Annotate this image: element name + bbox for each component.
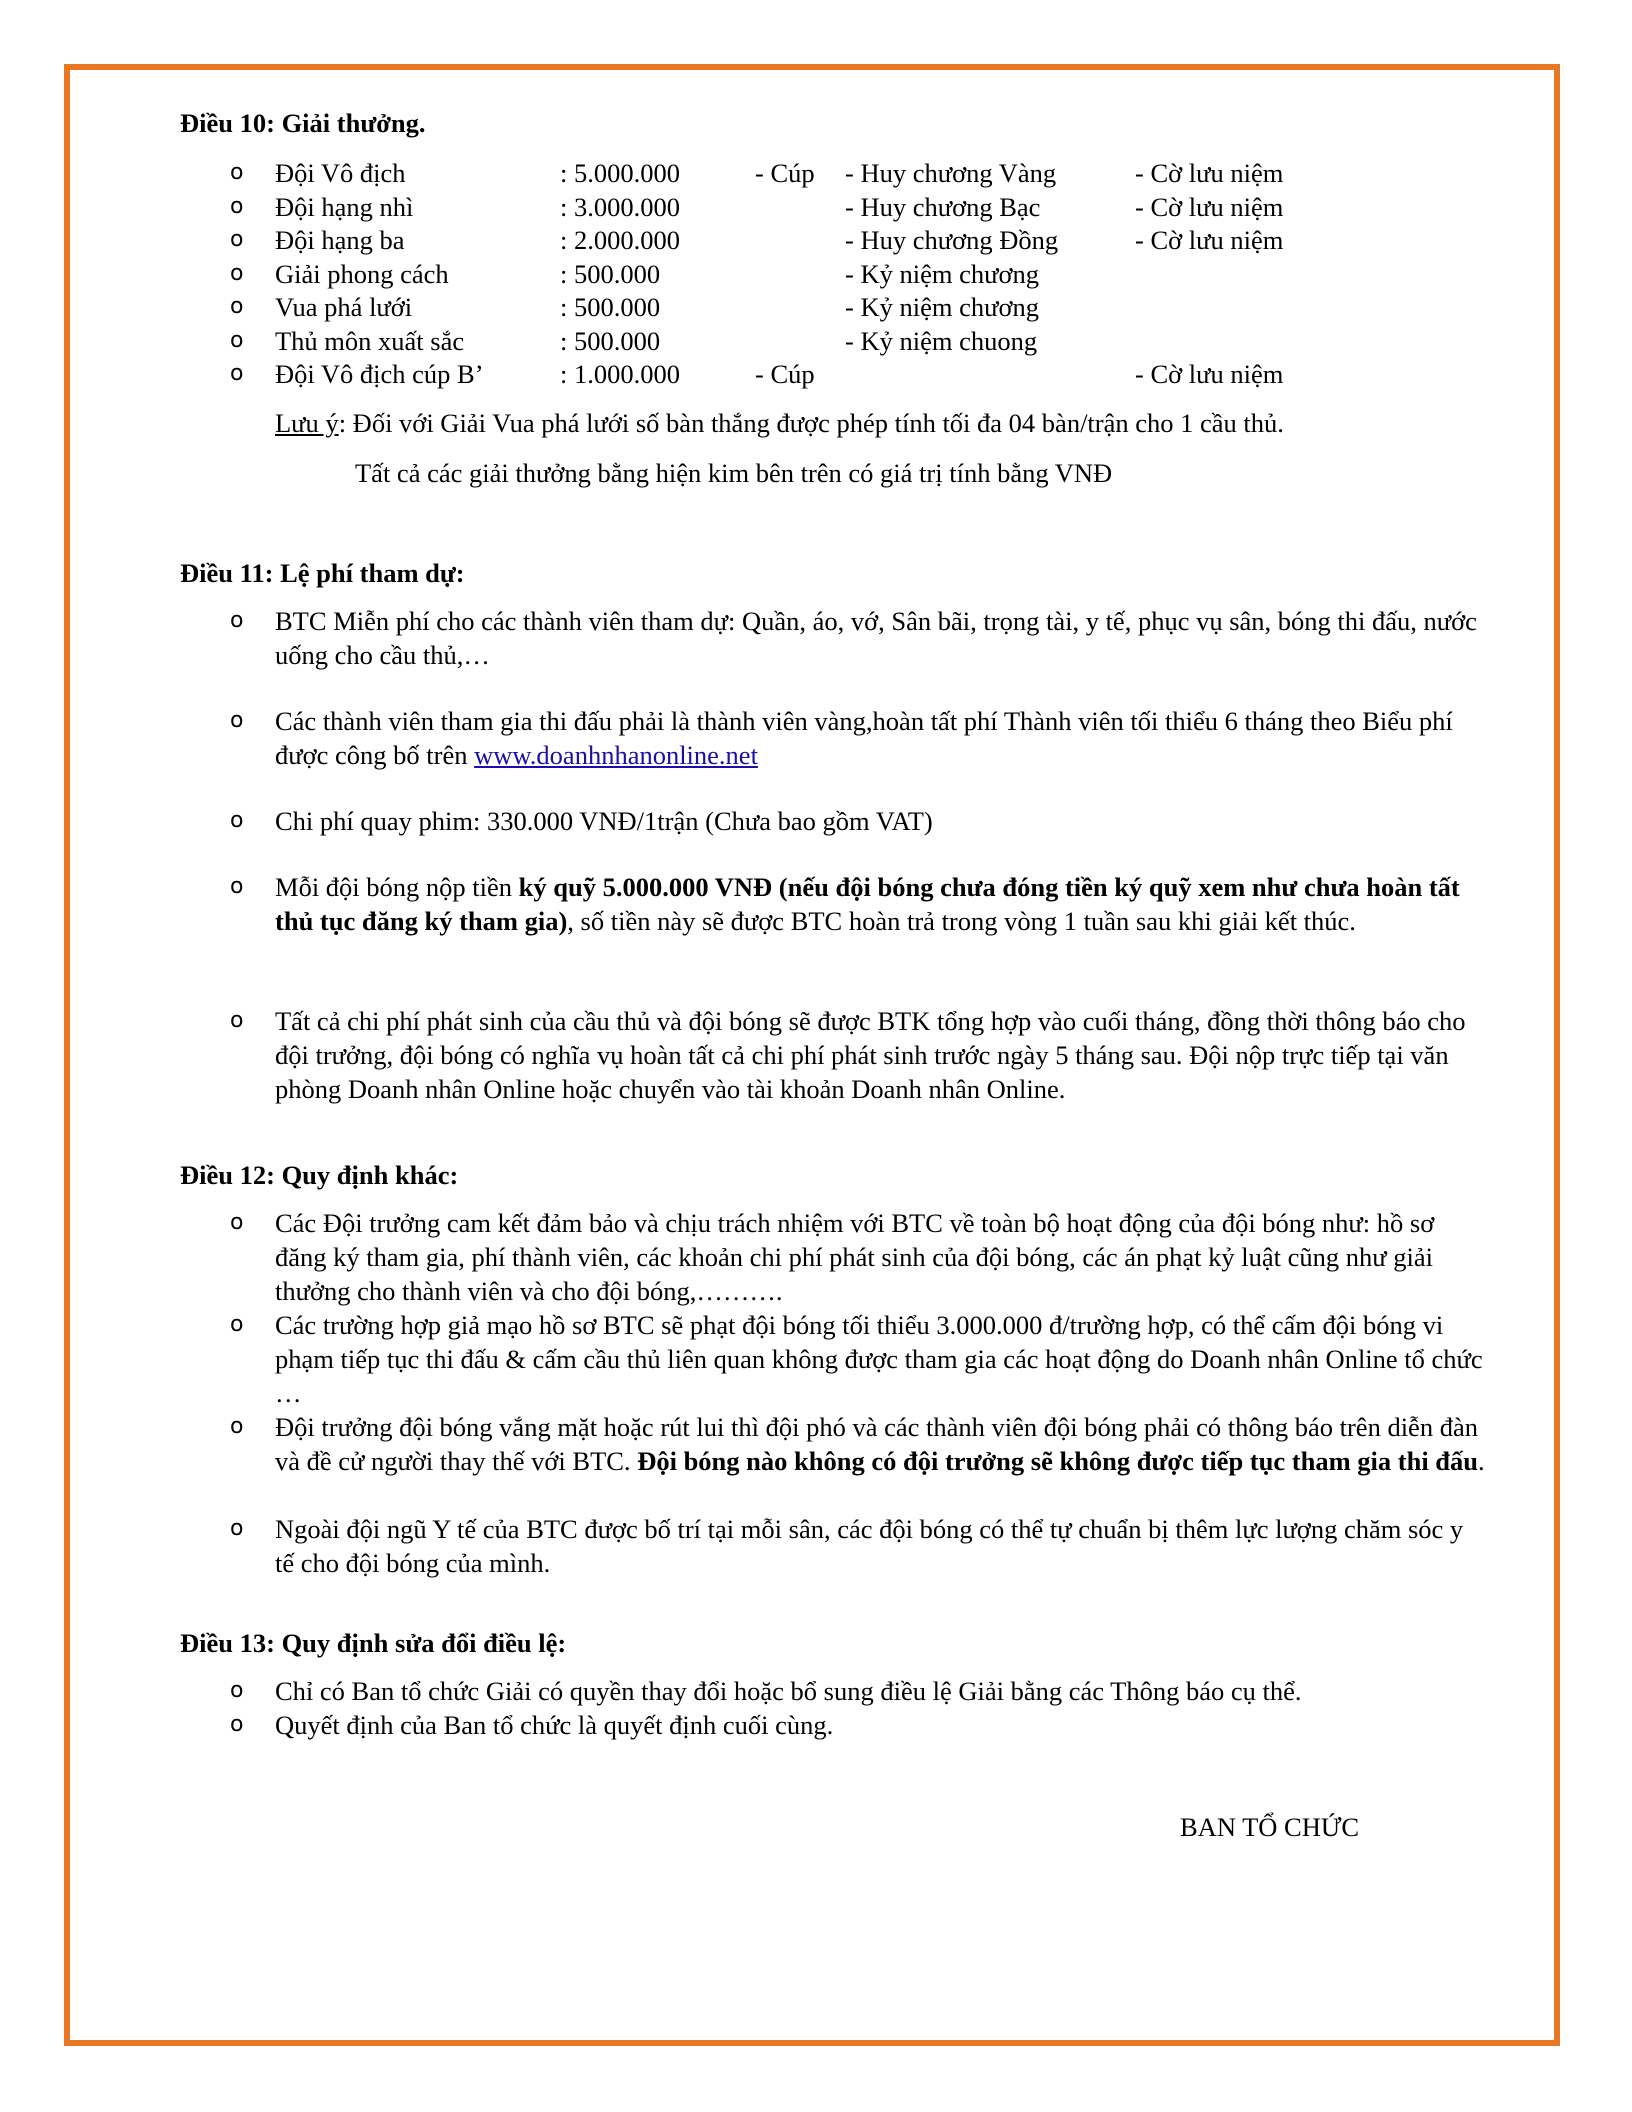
bullet-icon: o bbox=[230, 1008, 244, 1033]
article-11-item-1: BTC Miễn phí cho các thành viên tham dự: Quần, áo, vớ, Sân bãi, trọng tài, y tế, phục vụ sân, bóng thi đấu, nước uống cho cầu thủ,… bbox=[275, 606, 1477, 670]
prize-medal: - Huy chương Bạc bbox=[845, 191, 1041, 222]
article-13-item-1: Chỉ có Ban tổ chức Giải có quyền thay đổi hoặc bổ sung điều lệ Giải bằng các Thông báo cụ thể. bbox=[275, 1676, 1302, 1706]
prize-name: Đội Vô địch cúp B’ bbox=[275, 359, 484, 389]
prize-amount: : 1.000.000 bbox=[560, 359, 680, 389]
prize-note bbox=[275, 406, 1284, 440]
bullet-icon: o bbox=[230, 1678, 244, 1703]
prize-amount: : 500.000 bbox=[560, 258, 661, 289]
prize-name: Đội hạng ba bbox=[275, 225, 405, 255]
prize-row bbox=[180, 357, 1490, 391]
prize-medal: - Kỷ niệm chuong bbox=[845, 325, 1038, 356]
bullet-icon: o bbox=[230, 1712, 244, 1737]
bullet-icon: o bbox=[230, 608, 244, 633]
prize-flag: - Cờ lưu niệm bbox=[1135, 225, 1284, 255]
article-13-item-2: Quyết định của Ban tổ chức là quyết định cuối cùng. bbox=[275, 1710, 834, 1740]
bullet-icon: o bbox=[230, 874, 244, 899]
prize-row bbox=[180, 223, 1490, 257]
bullet-icon: o bbox=[230, 808, 244, 833]
bullet-icon: o bbox=[230, 1210, 244, 1235]
prize-medal: - Kỷ niệm chương bbox=[845, 292, 1039, 322]
article-11-item-4 bbox=[275, 870, 1485, 938]
captain-bold-text: Đội bóng nào không có đội trưởng sẽ không được tiếp tục tham gia thi đấu bbox=[637, 1446, 1479, 1476]
prize-amount: : 2.000.000 bbox=[560, 225, 680, 255]
article-11-item-5: Tất cả chi phí phát sinh của cầu thủ và đội bóng sẽ được BTK tổng hợp vào cuối tháng, đồng thời thông báo cho đội trưởng, đội bóng có nghĩa vụ hoàn tất cả chi phí phát sinh trước ngày 5 tháng sau. Đội nộp trực tiếp tại văn phòng Doanh nhân Online hoặc chuyển vào tài khoản Doanh nhân Online. bbox=[275, 1006, 1466, 1104]
bullet-icon: o bbox=[230, 361, 244, 386]
prize-flag: - Cờ lưu niệm bbox=[1135, 359, 1284, 389]
article-11-title: Điều 11: Lệ phí tham dự: bbox=[180, 558, 465, 588]
article-13-title: Điều 13: Quy định sửa đổi điều lệ: bbox=[180, 1628, 567, 1658]
prize-amount: : 3.000.000 bbox=[560, 191, 680, 222]
prize-row bbox=[180, 156, 1490, 190]
article-12-item-4: Ngoài đội ngũ Y tế của BTC được bố trí tại mỗi sân, các đội bóng có thể tự chuẩn bị thêm lực lượng chăm sóc y tế cho đội bóng của mình. bbox=[275, 1514, 1464, 1578]
prize-name: Đội hạng nhì bbox=[275, 191, 414, 222]
item-3-pre: Đội trưởng đội bóng vắng mặt hoặc rút lui thì đội phó và các thành viên đội bóng phải có thông báo trên diễn đàn và đề cử người thay thế với BTC. bbox=[275, 1412, 1478, 1476]
note-label: Lưu ý bbox=[275, 408, 339, 438]
prize-name: Giải phong cách bbox=[275, 258, 449, 289]
article-12-item-2: Các trường hợp giả mạo hồ sơ BTC sẽ phạt đội bóng tối thiểu 3.000.000 đ/trường hợp, có thể cấm đội bóng vi phạm tiếp tục thi đấu & cấm cầu thủ liên quan không được tham gia các hoạt động do Doanh nhân Online tổ chức … bbox=[275, 1310, 1483, 1408]
prize-name: Đội Vô địch bbox=[275, 158, 406, 188]
deposit-bold-text: ký quỹ 5.000.000 VNĐ (nếu đội bóng chưa đóng tiền ký quỹ xem như chưa hoàn tất thủ tục đăng ký tham gia) bbox=[275, 872, 1460, 936]
prize-flag: - Cờ lưu niệm bbox=[1135, 191, 1284, 222]
prize-medal: - Kỷ niệm chương bbox=[845, 258, 1039, 289]
prize-row bbox=[180, 257, 1490, 291]
article-12-item-3 bbox=[275, 1410, 1485, 1478]
bullet-icon: o bbox=[230, 193, 244, 219]
prize-flag: - Cờ lưu niệm bbox=[1135, 158, 1284, 188]
bullet-icon: o bbox=[230, 160, 244, 185]
bullet-icon: o bbox=[230, 1516, 244, 1541]
article-10-title: Điều 10: Giải thưởng. bbox=[180, 108, 426, 138]
article-12-item-1: Các Đội trưởng cam kết đảm bảo và chịu trách nhiệm với BTC về toàn bộ hoạt động của đội bóng như: hồ sơ đăng ký tham gia, phí thành viên, các khoản chi phí phát sinh của đội bóng, các án phạt kỷ luật cũng như giải thưởng cho thành viên và cho đội bóng,………. bbox=[275, 1208, 1435, 1306]
item-3-post: . bbox=[1478, 1446, 1485, 1476]
prize-name: Thủ môn xuất sắc bbox=[275, 325, 465, 356]
prize-row bbox=[180, 290, 1490, 324]
bullet-icon: o bbox=[230, 227, 244, 252]
website-link[interactable]: www.doanhnhanonline.net bbox=[474, 740, 758, 770]
prize-name: Vua phá lưới bbox=[275, 292, 413, 322]
prize-medal: - Huy chương Đồng bbox=[845, 225, 1059, 255]
prize-row bbox=[180, 190, 1490, 224]
prize-cup: - Cúp bbox=[755, 359, 815, 389]
prize-amount: : 5.000.000 bbox=[560, 158, 680, 188]
prize-medal: - Huy chương Vàng bbox=[845, 158, 1057, 188]
bullet-icon: o bbox=[230, 294, 244, 319]
note-text: : Đối với Giải Vua phá lưới số bàn thắng được phép tính tối đa 04 bàn/trận cho 1 cầu thủ. bbox=[338, 408, 1284, 438]
prize-amount: : 500.000 bbox=[560, 292, 661, 322]
bullet-icon: o bbox=[230, 708, 244, 733]
prize-amount: : 500.000 bbox=[560, 325, 661, 356]
bullet-icon: o bbox=[230, 1414, 244, 1439]
bullet-icon: o bbox=[230, 327, 244, 353]
signature: BAN TỔ CHỨC bbox=[1180, 1812, 1360, 1842]
prize-cup: - Cúp bbox=[755, 158, 815, 188]
article-11-item-2 bbox=[275, 704, 1485, 772]
item-4-post: , số tiền này sẽ được BTC hoàn trả trong vòng 1 tuần sau khi giải kết thúc. bbox=[567, 906, 1356, 936]
article-12-title: Điều 12: Quy định khác: bbox=[180, 1160, 459, 1190]
bullet-icon: o bbox=[230, 1312, 244, 1337]
bullet-icon: o bbox=[230, 260, 244, 286]
item-2-text: Các thành viên tham gia thi đấu phải là thành viên vàng,hoàn tất phí Thành viên tối thiểu 6 tháng theo Biểu phí được công bố trên bbox=[275, 706, 1453, 770]
prize-row bbox=[180, 324, 1490, 358]
prize-currency-note: Tất cả các giải thưởng bằng hiện kim bên trên có giá trị tính bằng VNĐ bbox=[355, 458, 1113, 488]
article-11-item-3: Chi phí quay phim: 330.000 VNĐ/1trận (Chưa bao gồm VAT) bbox=[275, 806, 933, 836]
item-4-pre: Mỗi đội bóng nộp tiền bbox=[275, 872, 519, 902]
